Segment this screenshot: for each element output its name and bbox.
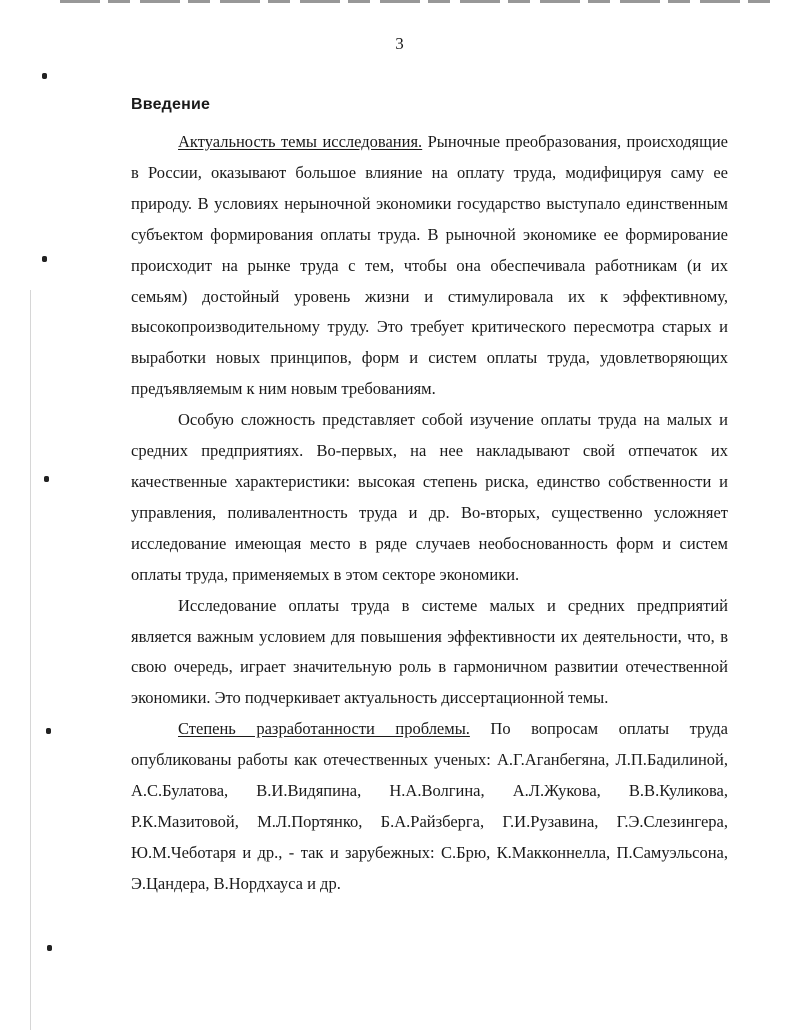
margin-mark xyxy=(42,256,47,262)
section-heading: Введение xyxy=(131,96,211,113)
page-number: 3 xyxy=(395,34,404,53)
paragraph-importance: Исследование оплаты труда в системе малых и средних предприятий является важным условием для повышения эффективности их деятельности, что, в свою очередь, играет значительную роль в гармоничном развитии отечественной экономики. Это подчеркивает актуальность диссертационной темы. xyxy=(131,595,728,708)
development-text: По вопросам оплаты труда опубликованы работы как отечественных ученых: А.Г.Аганбегяна, Л.П.Бадилиной, А.С.Булатова, В.И.Видяпина, Н.А.Волгина, А.Л.Жукова, В.В.Куликова, Р.К.Мазитовой, М.Л.Портянко, Б.А.Райзберга, Г.И.Рузавина, Г.Э.Слезингера, Ю.М.Чеботаря и др., - так и зарубежных: С.Брю, К.Макконнелла, П.Самуэльсона, Э.Цандера, В.Нордхауса и др. xyxy=(131,719,728,893)
paragraph-development xyxy=(131,714,728,899)
development-lead: Степень разработанности проблемы. xyxy=(178,719,470,739)
paragraph-relevance xyxy=(131,127,728,405)
paragraph-complexity: Особую сложность представляет собой изучение оплаты труда на малых и средних предприятиях. Во-первых, на нее накладывают свой отпечаток их качественные характеристики: высокая степень риска, единство собственности и управления, поливалентность труда и др. Во-вторых, существенно усложняет исследование имеющая место в ряде случаев необоснованность форм и систем оплаты труда, применяемых в этом секторе экономики. xyxy=(131,410,728,584)
margin-mark xyxy=(44,476,49,482)
document-body xyxy=(131,127,728,900)
margin-mark xyxy=(46,728,51,734)
scan-top-edge xyxy=(60,0,780,3)
scan-left-edge xyxy=(30,290,31,1030)
relevance-lead: Актуальность темы исследования. xyxy=(178,132,423,151)
relevance-text: Рыночные преобразования, происходящие в России, оказывают большое влияние на оплату труда, модифицируя саму ее природу. В условиях нерыночной экономики государство выступало единственным субъектом формирования оплаты труда. В рыночной экономике ее формирование происходит на рынке труда с тем, чтобы она обеспечивала работникам (и их семьям) достойный уровень жизни и стимулировала их к эффективному, высокопроизводительному труду. Это требует критического пересмотра старых и выработки новых принципов, форм и систем оплаты труда, удовлетворяющих предъявляемым к ним новым требованиям. xyxy=(131,132,729,399)
margin-mark xyxy=(47,945,52,951)
margin-mark xyxy=(42,73,47,79)
